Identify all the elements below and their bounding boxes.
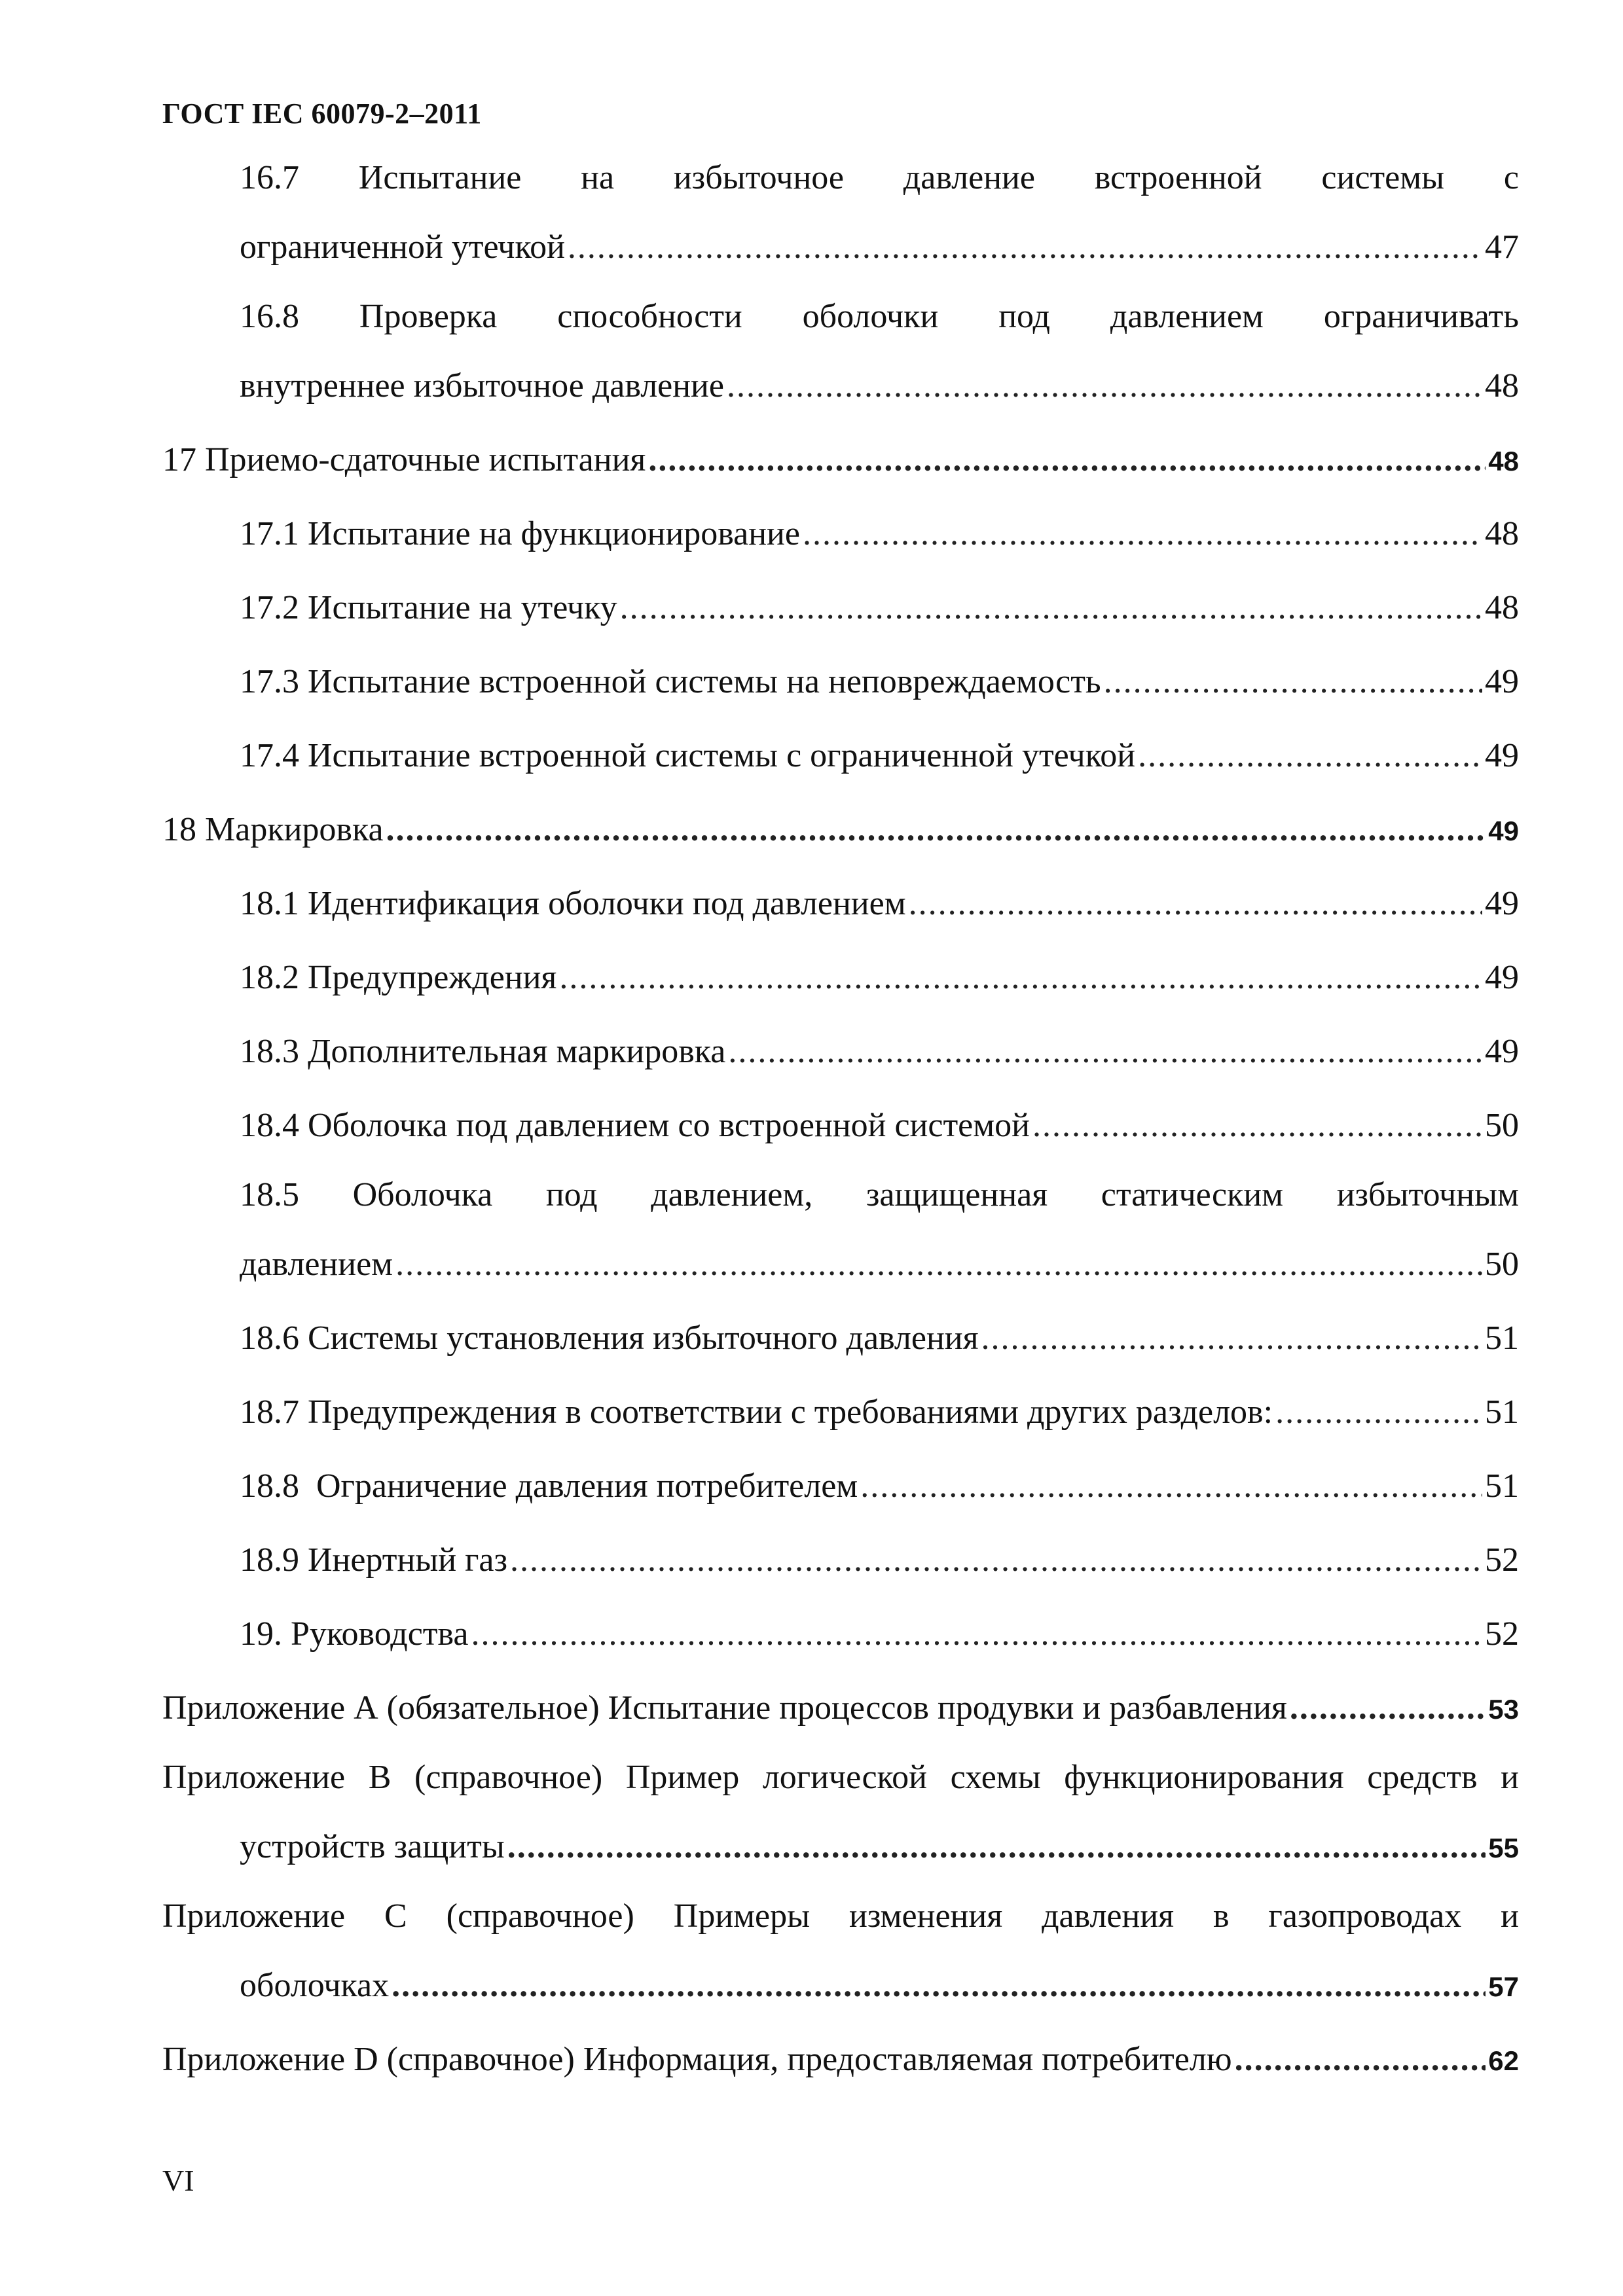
- dot-leader: [981, 1301, 1482, 1375]
- toc-entry-title: внутреннее избыточное давление: [240, 367, 724, 404]
- toc-entry-18-6[interactable]: [162, 1301, 1519, 1375]
- toc-entry-first-line: 18.5 Оболочка под давлением, защищенная статическим избыточным: [240, 1176, 1519, 1213]
- dot-leader: [1032, 1088, 1482, 1162]
- toc-entry-title: 18.6 Системы установления избыточного давления: [240, 1319, 979, 1357]
- toc-page-number: 49: [1488, 816, 1519, 846]
- toc-page-number: 48: [1485, 589, 1519, 626]
- toc-page-number: 48: [1485, 515, 1519, 552]
- dot-leader: [909, 867, 1482, 941]
- dot-leader: [1275, 1375, 1482, 1449]
- toc-page-number: 47: [1485, 228, 1519, 266]
- toc-page-number: 51: [1485, 1393, 1519, 1431]
- toc-page-number: 55: [1488, 1833, 1519, 1863]
- dot-leader: [803, 497, 1482, 571]
- toc-page-number: 50: [1485, 1246, 1519, 1283]
- toc-page-number: 49: [1485, 959, 1519, 996]
- dot-leader: [1138, 719, 1482, 793]
- toc-entry-18-2[interactable]: [162, 941, 1519, 1014]
- toc-entry-appendix-b[interactable]: [162, 1745, 1519, 1884]
- dot-leader: [648, 423, 1486, 497]
- toc-entry-first-line: Приложение В (справочное) Пример логической схемы функционирования средств и: [162, 1759, 1519, 1796]
- toc-entry-title: 18.4 Оболочка под давлением со встроенной системой: [240, 1107, 1030, 1144]
- dot-leader: [1290, 1671, 1486, 1745]
- toc-page-number: 50: [1485, 1107, 1519, 1144]
- toc-entry-18-3[interactable]: [162, 1014, 1519, 1088]
- dot-leader: [728, 1014, 1482, 1088]
- document-header: ГОСТ IEC 60079-2–2011: [162, 98, 482, 130]
- toc-entry-18-7[interactable]: [162, 1375, 1519, 1449]
- toc-page-number: 53: [1488, 1694, 1519, 1725]
- dot-leader: [392, 1948, 1486, 2022]
- toc-entry-16-8[interactable]: [162, 284, 1519, 423]
- toc-page-number: 52: [1485, 1541, 1519, 1579]
- toc-entry-18-4[interactable]: [162, 1088, 1519, 1162]
- toc-page-number: 48: [1488, 446, 1519, 476]
- dot-leader: [727, 349, 1482, 423]
- toc-page-number: 49: [1485, 1033, 1519, 1070]
- toc-entry-16-7[interactable]: [162, 145, 1519, 284]
- dot-leader: [860, 1449, 1482, 1523]
- page-number-footer: VI: [162, 2164, 194, 2197]
- toc-entry-title: 19. Руководства: [240, 1615, 469, 1653]
- toc-page-number: 52: [1485, 1615, 1519, 1653]
- toc-page-number: 62: [1488, 2045, 1519, 2076]
- toc-entry-17-3[interactable]: [162, 645, 1519, 719]
- toc-entry-title: оболочках: [240, 1967, 390, 2004]
- toc-entry-title: 18.9 Инертный газ: [240, 1541, 508, 1579]
- toc-entry-title: устройств защиты: [240, 1828, 505, 1865]
- dot-leader: [510, 1523, 1482, 1597]
- dot-leader: [395, 1227, 1482, 1301]
- toc-entry-18-5[interactable]: [162, 1162, 1519, 1301]
- toc-entry-title: ограниченной утечкой: [240, 228, 565, 266]
- toc-entry-appendix-a[interactable]: [162, 1671, 1519, 1745]
- toc-entry-title: 17.1 Испытание на функционирование: [240, 515, 800, 552]
- toc-entry-title: 17.3 Испытание встроенной системы на неповреждаемость: [240, 663, 1101, 700]
- toc-entry-18-8[interactable]: [162, 1449, 1519, 1523]
- toc-entry-17-2[interactable]: [162, 571, 1519, 645]
- toc-entry-first-line: 16.7 Испытание на избыточное давление встроенной системы с: [240, 159, 1519, 196]
- table-of-contents: [162, 145, 1519, 2096]
- toc-entry-title: 18.2 Предупреждения: [240, 959, 557, 996]
- toc-page-number: 48: [1485, 367, 1519, 404]
- toc-entry-appendix-d[interactable]: [162, 2022, 1519, 2096]
- toc-entry-first-line: Приложение С (справочное) Примеры изменения давления в газопроводах и: [162, 1897, 1519, 1935]
- dot-leader: [1235, 2022, 1486, 2096]
- toc-page-number: 51: [1485, 1319, 1519, 1357]
- toc-entry-title: Приложение D (справочное) Информация, предоставляемая потребителю: [162, 2041, 1232, 2078]
- toc-entry-17-4[interactable]: [162, 719, 1519, 793]
- toc-entry-title: 18.1 Идентификация оболочки под давлением: [240, 885, 906, 922]
- dot-leader: [1104, 645, 1482, 719]
- toc-entry-18[interactable]: [162, 793, 1519, 867]
- toc-page-number: 49: [1485, 737, 1519, 774]
- dot-leader: [507, 1810, 1486, 1884]
- toc-entry-title: Приложение А (обязательное) Испытание процессов продувки и разбавления: [162, 1689, 1287, 1727]
- toc-entry-title: 17 Приемо-сдаточные испытания: [162, 441, 646, 478]
- toc-entry-title: 18.7 Предупреждения в соответствии с требованиями других разделов:: [240, 1393, 1273, 1431]
- toc-entry-title: 18.3 Дополнительная маркировка: [240, 1033, 726, 1070]
- toc-page-number: 51: [1485, 1467, 1519, 1505]
- dot-leader: [559, 941, 1482, 1014]
- toc-entry-title: 17.4 Испытание встроенной системы с ограниченной утечкой: [240, 737, 1136, 774]
- toc-entry-17[interactable]: [162, 423, 1519, 497]
- toc-page-number: 49: [1485, 885, 1519, 922]
- dot-leader: [568, 210, 1482, 284]
- dot-leader: [471, 1597, 1482, 1671]
- toc-entry-title: 17.2 Испытание на утечку: [240, 589, 617, 626]
- toc-entry-18-9[interactable]: [162, 1523, 1519, 1597]
- toc-entry-18-1[interactable]: [162, 867, 1519, 941]
- toc-entry-19[interactable]: [162, 1597, 1519, 1671]
- toc-entry-title: 18.8 Ограничение давления потребителем: [240, 1467, 858, 1505]
- toc-entry-17-1[interactable]: [162, 497, 1519, 571]
- toc-page-number: 49: [1485, 663, 1519, 700]
- toc-entry-first-line: 16.8 Проверка способности оболочки под давлением ограничивать: [240, 298, 1519, 335]
- toc-page-number: 57: [1488, 1971, 1519, 2002]
- toc-entry-title: давлением: [240, 1246, 393, 1283]
- toc-entry-title: 18 Маркировка: [162, 811, 384, 848]
- dot-leader: [620, 571, 1482, 645]
- dot-leader: [386, 793, 1486, 867]
- toc-entry-appendix-c[interactable]: [162, 1884, 1519, 2022]
